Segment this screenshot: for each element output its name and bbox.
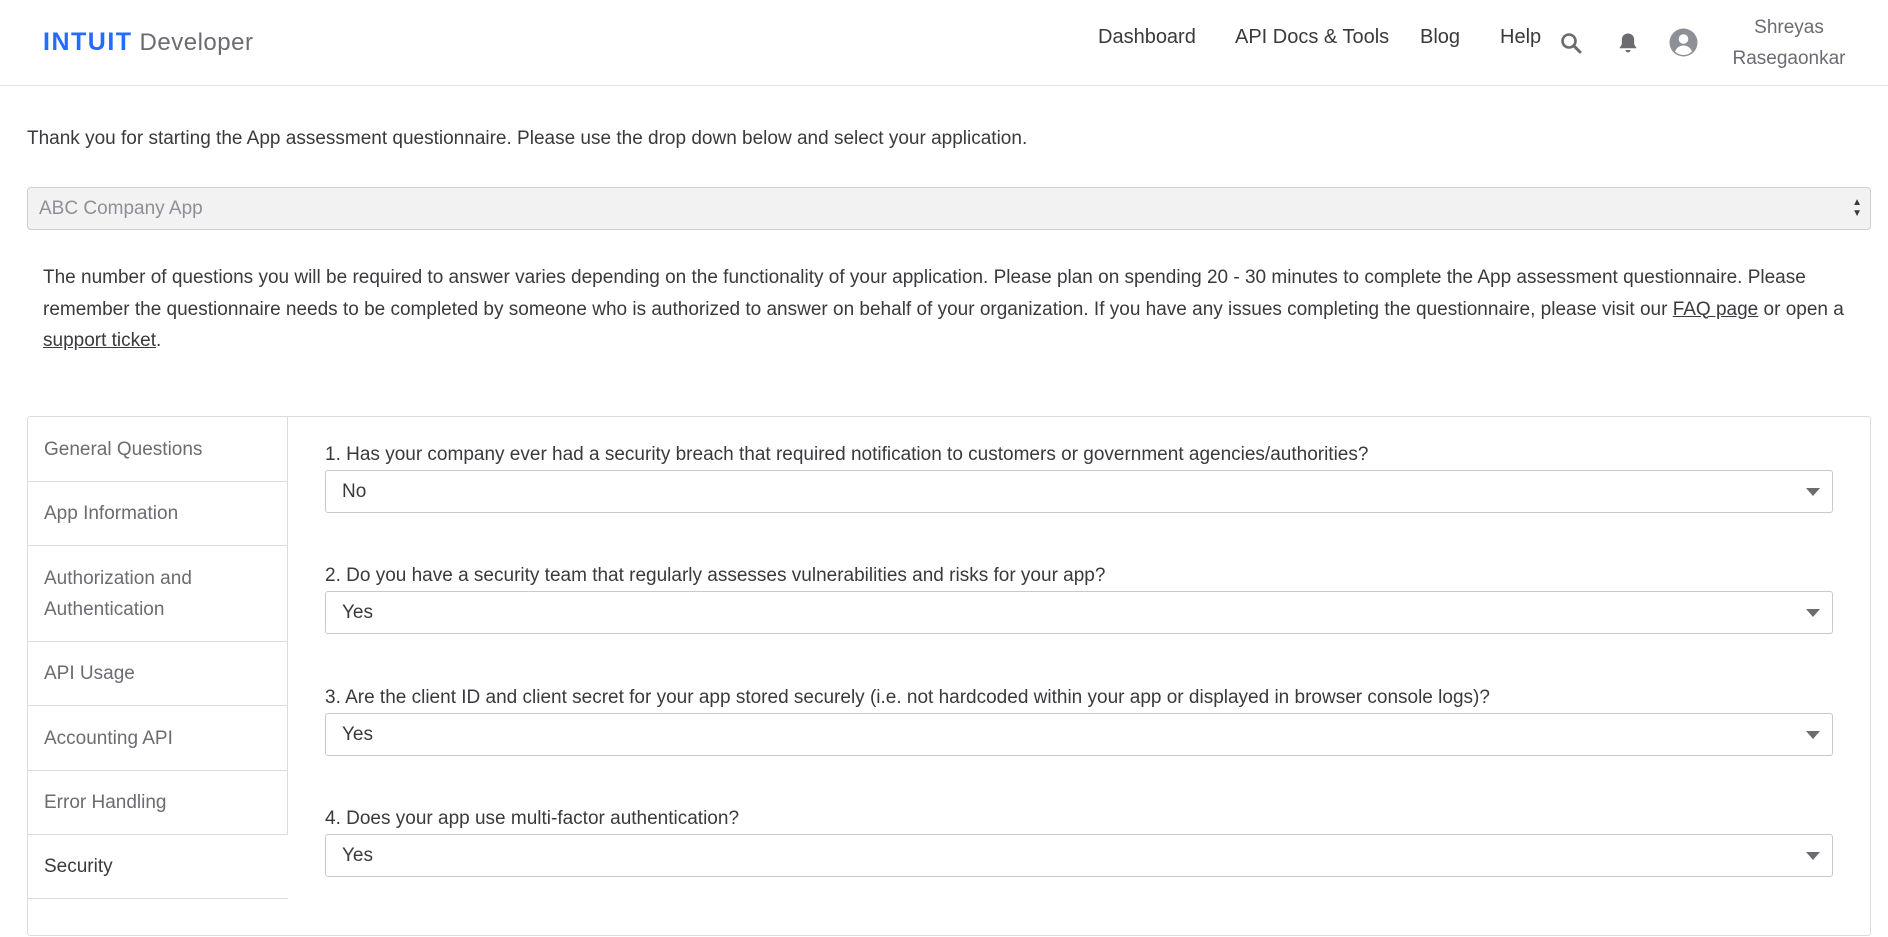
select-spinner-icon: ▲ ▼ bbox=[1852, 197, 1862, 219]
user-first-name: Shreyas bbox=[1754, 17, 1824, 38]
question-4-answer: Yes bbox=[342, 845, 373, 866]
question-1-answer: No bbox=[342, 481, 367, 502]
nav-api-docs-tools[interactable]: API Docs & Tools bbox=[1235, 26, 1390, 48]
chevron-down-icon bbox=[1806, 731, 1820, 739]
sidebar-item-authorization-and-authentication[interactable]: Authorization and Authentication bbox=[28, 546, 288, 642]
question-3-answer: Yes bbox=[342, 724, 373, 745]
info-text-3: . bbox=[156, 330, 162, 351]
faq-page-link[interactable]: FAQ page bbox=[1672, 298, 1759, 320]
search-icon[interactable] bbox=[1560, 32, 1582, 54]
sidebar-item-error-handling[interactable]: Error Handling bbox=[28, 771, 288, 835]
question-4-select[interactable] bbox=[325, 834, 1833, 877]
sidebar-item-app-information[interactable]: App Information bbox=[28, 482, 288, 546]
nav-dashboard[interactable]: Dashboard bbox=[1098, 26, 1196, 48]
user-last-name: Rasegaonkar bbox=[1732, 48, 1846, 69]
sidebar-item-accounting-api[interactable]: Accounting API bbox=[28, 706, 288, 771]
top-navigation-bar bbox=[0, 0, 1888, 86]
user-name[interactable] bbox=[1720, 12, 1858, 74]
info-text-2: or open a bbox=[1758, 298, 1844, 320]
question-4-label: 4. Does your app use multi-factor authentication? bbox=[325, 808, 740, 829]
sidebar-item-api-usage[interactable]: API Usage bbox=[28, 642, 288, 706]
application-select[interactable] bbox=[27, 187, 1871, 230]
question-1-select[interactable] bbox=[325, 470, 1833, 513]
logo-product: Developer bbox=[139, 29, 254, 56]
section-sidebar bbox=[28, 417, 288, 937]
question-3-label: 3. Are the client ID and client secret for your app stored securely (i.e. not hardcoded within your app or displayed in browser console logs)? bbox=[325, 687, 1490, 708]
nav-help[interactable]: Help bbox=[1500, 26, 1542, 48]
user-avatar-icon[interactable] bbox=[1669, 28, 1698, 57]
question-2-answer: Yes bbox=[342, 602, 373, 623]
chevron-down-icon bbox=[1806, 488, 1820, 496]
question-1-label: 1. Has your company ever had a security breach that required notification to customers or government agencies/authorities? bbox=[325, 444, 1369, 465]
support-ticket-link[interactable]: support ticket bbox=[43, 330, 156, 351]
chevron-down-icon bbox=[1806, 609, 1820, 617]
sidebar-item-security[interactable]: Security bbox=[28, 835, 288, 899]
question-2-label: 2. Do you have a security team that regularly assesses vulnerabilities and risks for your app? bbox=[325, 565, 1106, 586]
nav-blog[interactable]: Blog bbox=[1420, 26, 1461, 48]
intro-text: Thank you for starting the App assessment questionnaire. Please use the drop down below and select your application. bbox=[27, 128, 1028, 149]
chevron-down-icon bbox=[1806, 852, 1820, 860]
intuit-developer-logo[interactable] bbox=[43, 28, 253, 57]
question-3-select[interactable] bbox=[325, 713, 1833, 756]
questionnaire-panel bbox=[27, 416, 1871, 936]
sidebar-item-general-questions[interactable]: General Questions bbox=[28, 417, 288, 482]
info-paragraph bbox=[43, 262, 1863, 357]
application-select-value: ABC Company App bbox=[39, 198, 203, 219]
logo-brand: INTUIT bbox=[43, 28, 133, 56]
bell-icon[interactable] bbox=[1616, 31, 1640, 55]
question-2-select[interactable] bbox=[325, 591, 1833, 634]
info-text-1: The number of questions you will be required to answer varies depending on the functionality of your application. Please plan on spending 20 - 30 minutes to complete the App assessment questionnaire. Please remember the questionnaire needs to be completed by someone who is authorized to answer on behalf of your organization. If you have any issues completing the questionnaire, please visit our bbox=[43, 267, 1806, 320]
